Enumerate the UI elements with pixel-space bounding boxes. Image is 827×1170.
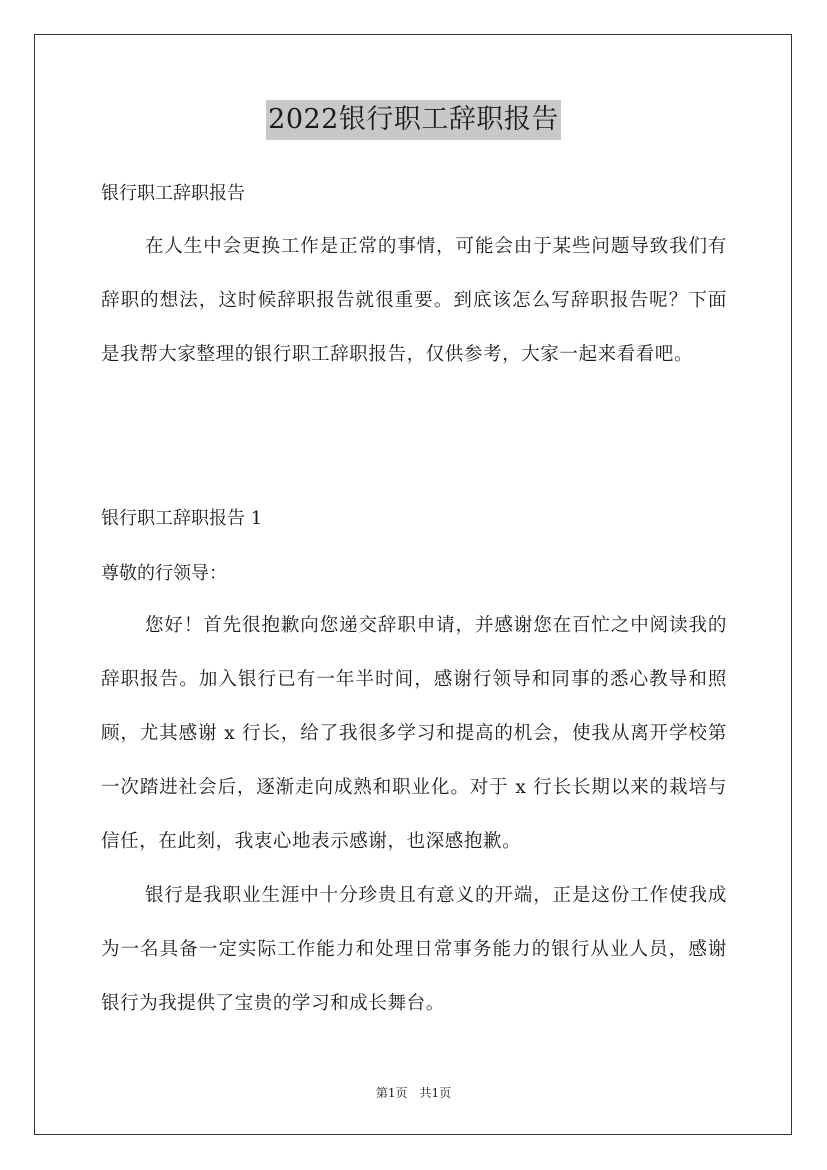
- section-title: 银行职工辞职报告 1: [101, 508, 263, 529]
- document-title: 2022银行职工辞职报告: [266, 100, 561, 140]
- subtitle: 银行职工辞职报告: [101, 183, 245, 204]
- intro-paragraph: 在人生中会更换工作是正常的事情，可能会由于某些问题导致我们有辞职的想法，这时候辞职报告就很重要。到底该怎么写辞职报告呢？下面是我帮大家整理的银行职工辞职报告，仅供参考，大家一起来看看吧。: [101, 236, 727, 365]
- title-container: [0, 100, 827, 140]
- page-footer: 第1页 共1页: [375, 1086, 452, 1100]
- body-paragraph-2: 银行是我职业生涯中十分珍贵且有意义的开端，正是这份工作使我成为一名具备一定实际工作能力和处理日常事务能力的银行从业人员，感谢银行为我提供了宝贵的学习和成长舞台。: [101, 885, 727, 1014]
- salutation: 尊敬的行领导：: [101, 563, 227, 584]
- body-paragraph-1: 您好！首先很抱歉向您递交辞职申请，并感谢您在百忙之中阅读我的辞职报告。加入银行已有一年半时间，感谢行领导和同事的悉心教导和照顾，尤其感谢 x 行长，给了我很多学习和提高的机会，使我从离开学校第一次踏进社会后，逐渐走向成熟和职业化。对于 x 行长长期以来的栽培与信任，在此刻，我衷心地表示感谢，也深感抱歉。: [101, 615, 727, 852]
